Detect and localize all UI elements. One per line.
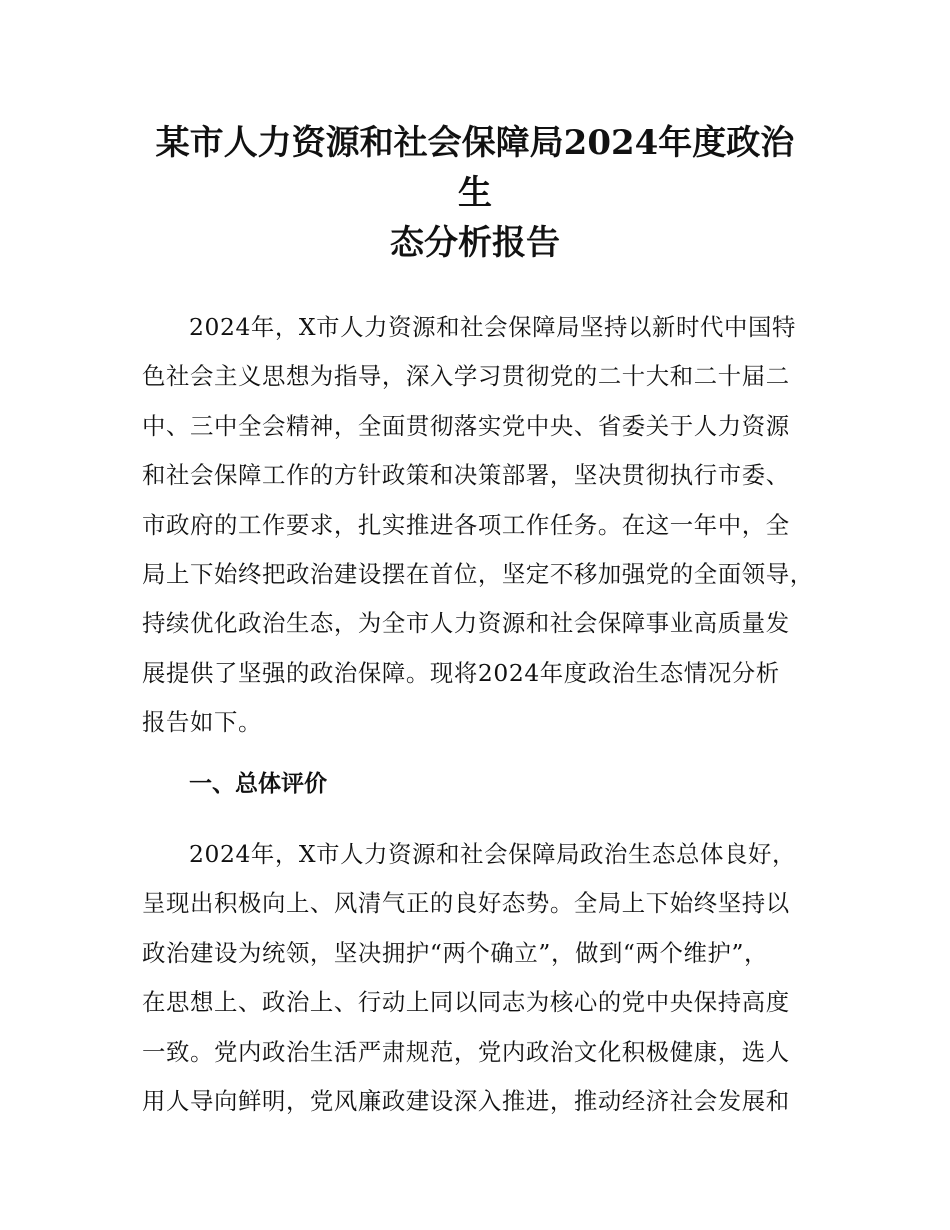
paragraph-line: 一致。党内政治生活严肃规范，党内政治文化积极健康，选人	[142, 1037, 790, 1066]
intro-paragraph	[142, 303, 822, 748]
title-line: 某市人力资源和社会保障局2024年度政治生	[155, 123, 795, 213]
paragraph-line: 在思想上、政治上、行动上同以同志为核心的党中央保持高度	[142, 988, 790, 1017]
document-title	[140, 118, 810, 268]
paragraph-line: 市政府的工作要求，扎实推进各项工作任务。在这一年中，全	[142, 510, 790, 539]
paragraph-line: 呈现出积极向上、风清气正的良好态势。全局上下始终坚持以	[142, 889, 790, 918]
paragraph-line: 色社会主义思想为指导，深入学习贯彻党的二十大和二十届二	[142, 362, 790, 391]
paragraph-line: 展提供了坚强的政治保障。现将2024年度政治生态情况分析	[142, 658, 780, 687]
paragraph-line: 用人导向鲜明，党风廉政建设深入推进，推动经济社会发展和	[142, 1087, 790, 1116]
paragraph-line: 2024年，X市人力资源和社会保障局政治生态总体良好，	[189, 840, 796, 868]
paragraph-line: 报告如下。	[142, 708, 262, 737]
paragraph-line: 中、三中全会精神，全面贯彻落实党中央、省委关于人力资源	[142, 411, 790, 440]
paragraph-line: 持续优化政治生态，为全市人力资源和社会保障事业高质量发	[142, 609, 790, 638]
title-line: 态分析报告	[390, 223, 560, 263]
section-heading: 一、总体评价	[189, 771, 327, 797]
paragraph-line: 2024年，X市人力资源和社会保障局坚持以新时代中国特	[189, 313, 796, 341]
paragraph-line: 政治建设为统领，坚决拥护“两个确立”，做到“两个维护”，	[142, 938, 769, 967]
paragraph-line: 和社会保障工作的方针政策和决策部署，坚决贯彻执行市委、	[142, 461, 790, 490]
paragraph-line: 局上下始终把政治建设摆在首位，坚定不移加强党的全面领导，	[142, 560, 814, 589]
evaluation-paragraph	[142, 830, 822, 1126]
